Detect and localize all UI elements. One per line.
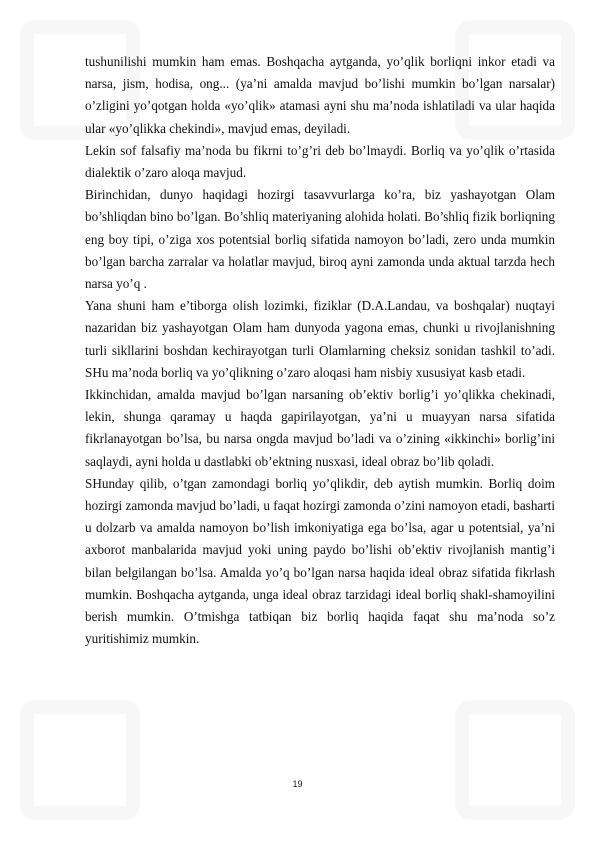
watermark-shape bbox=[20, 700, 140, 820]
paragraph: Birinchidan, dunyo haqidagi hozirgi tasavvurlarga ko’ra, biz yashayotgan Olam bo’shliqdan bino bo’lgan. Bo’shliq materiyaning alohida holati. Bo’shliq fizik borliqning eng boy tipi, o’ziga xos potentsial borliq sifatida namoyon bo’ladi, zero unda mumkin bo’lgan barcha zarralar va holatlar mavjud, biroq ayni zamonda unda aktual tarzda hech narsa yo’q . bbox=[85, 187, 555, 292]
watermark-shape bbox=[455, 700, 575, 820]
paragraph: Yana shuni ham e’tiborga olish lozimki, fiziklar (D.A.Landau, va boshqalar) nuqtayi nazaridan biz yashayotgan Olam ham dunyoda yagona emas, chunki u rivojlanishning turli sikllarini boshdan kechirayotgan turli Olamlarning cheksiz sonidan tashkil to’adi. SHu ma’noda borliq va yo’qlikning o’zaro aloqasi ham nisbiy xususiyat kasb etadi. bbox=[85, 298, 555, 380]
page-number: 19 bbox=[292, 779, 303, 789]
document-body bbox=[85, 51, 555, 650]
paragraph: tushunilishi mumkin ham emas. Boshqacha aytganda, yo’qlik borliqni inkor etadi va narsa, jism, hodisa, ong... (ya’ni amalda mavjud bo’lishi mumkin bo’lgan narsalar) o’zligini yo’qotgan holda «yo’qlik» atamasi ayni shu ma’noda ishlatiladi va ular haqida ular «yo’qlikka chekindi», mavjud emas, deyiladi. bbox=[85, 54, 555, 136]
paragraph: Ikkinchidan, amalda mavjud bo’lgan narsaning ob’ektiv borlig’i yo’qlikka chekinadi, lekin, shunga qaramay u haqda gapirilayotgan, ya’ni u muayyan narsa sifatida fikrlanayotgan bo’lsa, bu narsa ongda mavjud bo’ladi va o’zining «ikkinchi» borlig’ini saqlaydi, ayni holda u dastlabki ob’ektning nusxasi, ideal obraz bo’lib qoladi. bbox=[85, 387, 555, 469]
paragraph: SHunday qilib, o’tgan zamondagi borliq yo’qlikdir, deb aytish mumkin. Borliq doim hozirgi zamonda mavjud bo’ladi, u faqat hozirgi zamonda o’zini namoyon etadi, basharti u dolzarb va amalda namoyon bo’lish imkoniyatiga ega bo’lsa, agar u potentsial, ya’ni axborot manbalarida mavjud yoki uning paydo bo’lishi ob’ektiv rivojlanish mantig’i bilan belgilangan bo’lsa. Amalda yo’q bo’lgan narsa haqida ideal obraz sifatida fikrlash mumkin. Boshqacha aytganda, unga ideal obraz tarzidagi ideal borliq shakl-shamoyilini berish mumkin. O’tmishga tatbiqan biz borliq haqida faqat shu ma’noda so’z yuritishimiz mumkin. bbox=[85, 475, 555, 647]
paragraph: Lekin sof falsafiy ma’noda bu fikrni to’g’ri deb bo’lmaydi. Borliq va yo’qlik o’rtasida dialektik o’zaro aloqa mavjud. bbox=[85, 142, 555, 181]
